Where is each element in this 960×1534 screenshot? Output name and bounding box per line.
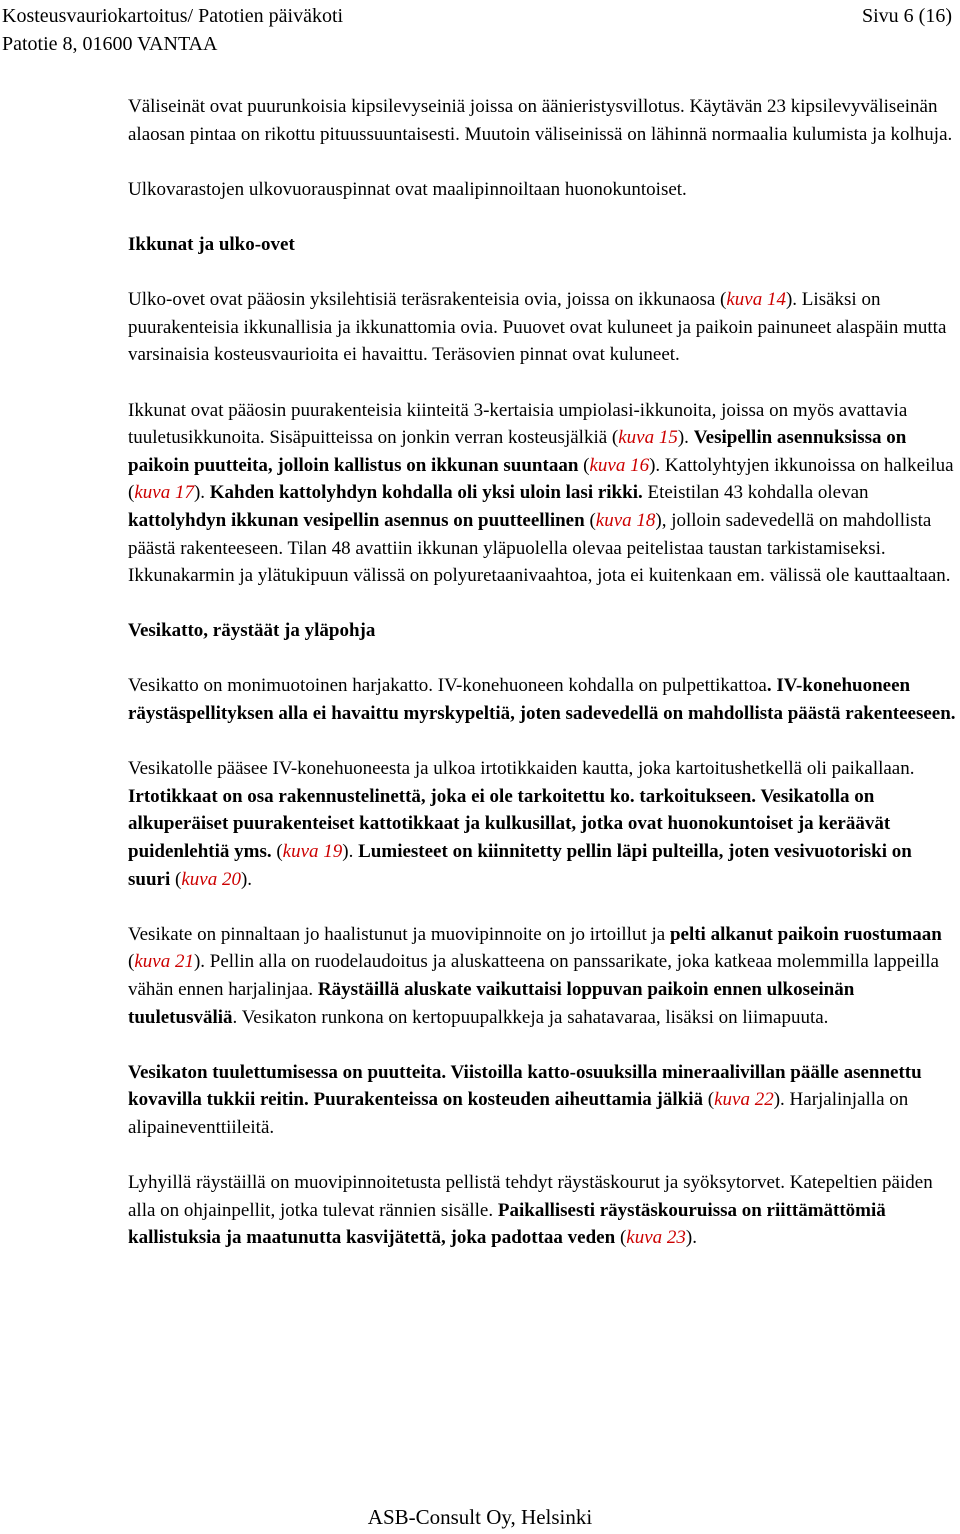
paragraph: Vesikatto on monimuotoinen harjakatto. IV-konehuoneen kohdalla on pulpettikattoa. IV-konehuoneen räystäspellityksen alla ei havaittu myrskypeltiä, joten sadevedellä on mahdollista päästä rakenteeseen. xyxy=(128,675,956,725)
paragraph: Vesikate on pinnaltaan jo haalistunut ja muovipinnoite on jo irtoillut ja pelti alkanut paikoin ruostumaan (kuva 21). Pellin alla on ruodelaudoitus ja aluskatteena on panssarikate, joka katkeaa molemmilla lappeilla vähän ennen harjalinjaa. Räystäillä aluskate vaikuttaisi loppuvan paikoin ennen ulkoseinän tuuletusväliä. Vesikaton runkona on kertopuupalkkeja ja sahatavaraa, lisäksi on liimapuuta. xyxy=(128,923,942,1028)
figure-reference: kuva 15 xyxy=(618,427,678,449)
figure-reference: kuva 14 xyxy=(726,289,786,311)
document-title: Kosteusvauriokartoitus/ Patotien päiväkoti xyxy=(2,5,344,27)
page-number: Sivu 6 (16) xyxy=(862,5,952,27)
paragraph: Vesikatolle pääsee IV-konehuoneesta ja ulkoa irtotikkaiden kautta, joka kartoitushetkellä oli paikallaan. Irtotikkaat on osa rakennustelinettä, joka ei ole tarkoitettu ko. tarkoitukseen. Vesikatolla on alkuperäiset puurakenteiset kattotikkaat ja kulkusillat, jotka ovat huonokuntoiset ja keräävät puidenlehtiä yms. (kuva 19). Lumiesteet on kiinnitetty pellin läpi pulteilla, joten vesivuotoriski on suuri (kuva 20). xyxy=(128,758,915,890)
section-heading: Ikkunat ja ulko-ovet xyxy=(128,233,295,255)
section-heading: Vesikatto, räystäät ja yläpohja xyxy=(128,620,376,642)
paragraph: Väliseinät ovat puurunkoisia kipsilevyseiniä joissa on äänieristysvillotus. Käytävän 23 kipsilevyväliseinän alaosan pintaa on rikottu pituussuuntaisesti. Muutoin väliseinissä on lähinnä normaalia kulumista ja kolhuja. xyxy=(128,96,953,145)
document-address: Patotie 8, 01600 VANTAA xyxy=(2,33,218,55)
figure-reference: kuva 21 xyxy=(134,951,194,973)
paragraph: Vesikaton tuulettumisessa on puutteita. Viistoilla katto-osuuksilla mineraalivillan päälle asennettu kovavilla tukkii reitin. Puurakenteissa on kosteuden aiheuttamia jälkiä (kuva 22). Harjalinjalla on alipaineventtiileitä. xyxy=(128,1061,922,1138)
paragraph: Ulko-ovet ovat pääosin yksilehtisiä teräsrakenteisia ovia, joissa on ikkunaosa (kuva 14). Lisäksi on puurakenteisia ikkunallisia ja ikkunattomia ovia. Puuovet ovat kuluneet ja paikoin painuneet alaspäin mutta varsinaisia kosteusvaurioita ei havaittu. Teräsovien pinnat ovat kuluneet. xyxy=(128,289,947,366)
paragraph: Ikkunat ovat pääosin puurakenteisia kiinteitä 3-kertaisia umpiolasi-ikkunoita, joissa on myös avattavia tuuletusikkunoita. Sisäpuitteissa on jonkin verran kosteusjälkiä (kuva 15). Vesipellin asennuksissa on paikoin puutteita, jolloin kallistus on ikkunan suuntaan (kuva 16). Kattolyhtyjen ikkunoissa on halkeilua (kuva 17). Kahden kattolyhdyn kohdalla oli yksi uloin lasi rikki. Eteistilan 43 kohdalla olevan kattolyhdyn ikkunan vesipellin asennus on puutteellinen (kuva 18), jolloin sadevedellä on mahdollista päästä rakenteeseen. Tilan 48 avattiin ikkunan yläpuolella olevaa peitelistaa taustan tarkistamiseksi. Ikkunakarmin ja ylätukipuun välissä on polyuretaanivaahtoa, jota ei kuitenkaan em. välissä ole kauttaaltaan. xyxy=(128,399,954,587)
page-header-left xyxy=(2,2,343,58)
figure-reference: kuva 19 xyxy=(282,841,343,863)
figure-reference: kuva 22 xyxy=(714,1089,774,1111)
figure-reference: kuva 18 xyxy=(595,509,656,531)
figure-reference: kuva 17 xyxy=(134,482,194,504)
paragraph: Ulkovarastojen ulkovuorauspinnat ovat maalipinnoiltaan huonokuntoiset. xyxy=(128,178,687,200)
document-body xyxy=(128,93,958,1280)
figure-reference: kuva 20 xyxy=(181,868,241,890)
figure-reference: kuva 16 xyxy=(589,454,650,476)
page-footer: ASB-Consult Oy, Helsinki xyxy=(367,1505,593,1529)
figure-reference: kuva 23 xyxy=(626,1227,686,1249)
paragraph: Lyhyillä räystäillä on muovipinnoitetusta pellistä tehdyt räystäskourut ja syöksytorvet. Katepeltien päiden alla on ohjainpellit, jotka tulevat rännien sisälle. Paikallisesti räystäskouruissa on riittämättömiä kallistuksia ja maatunutta kasvijätettä, joka padottaa veden (kuva 23). xyxy=(128,1172,933,1249)
